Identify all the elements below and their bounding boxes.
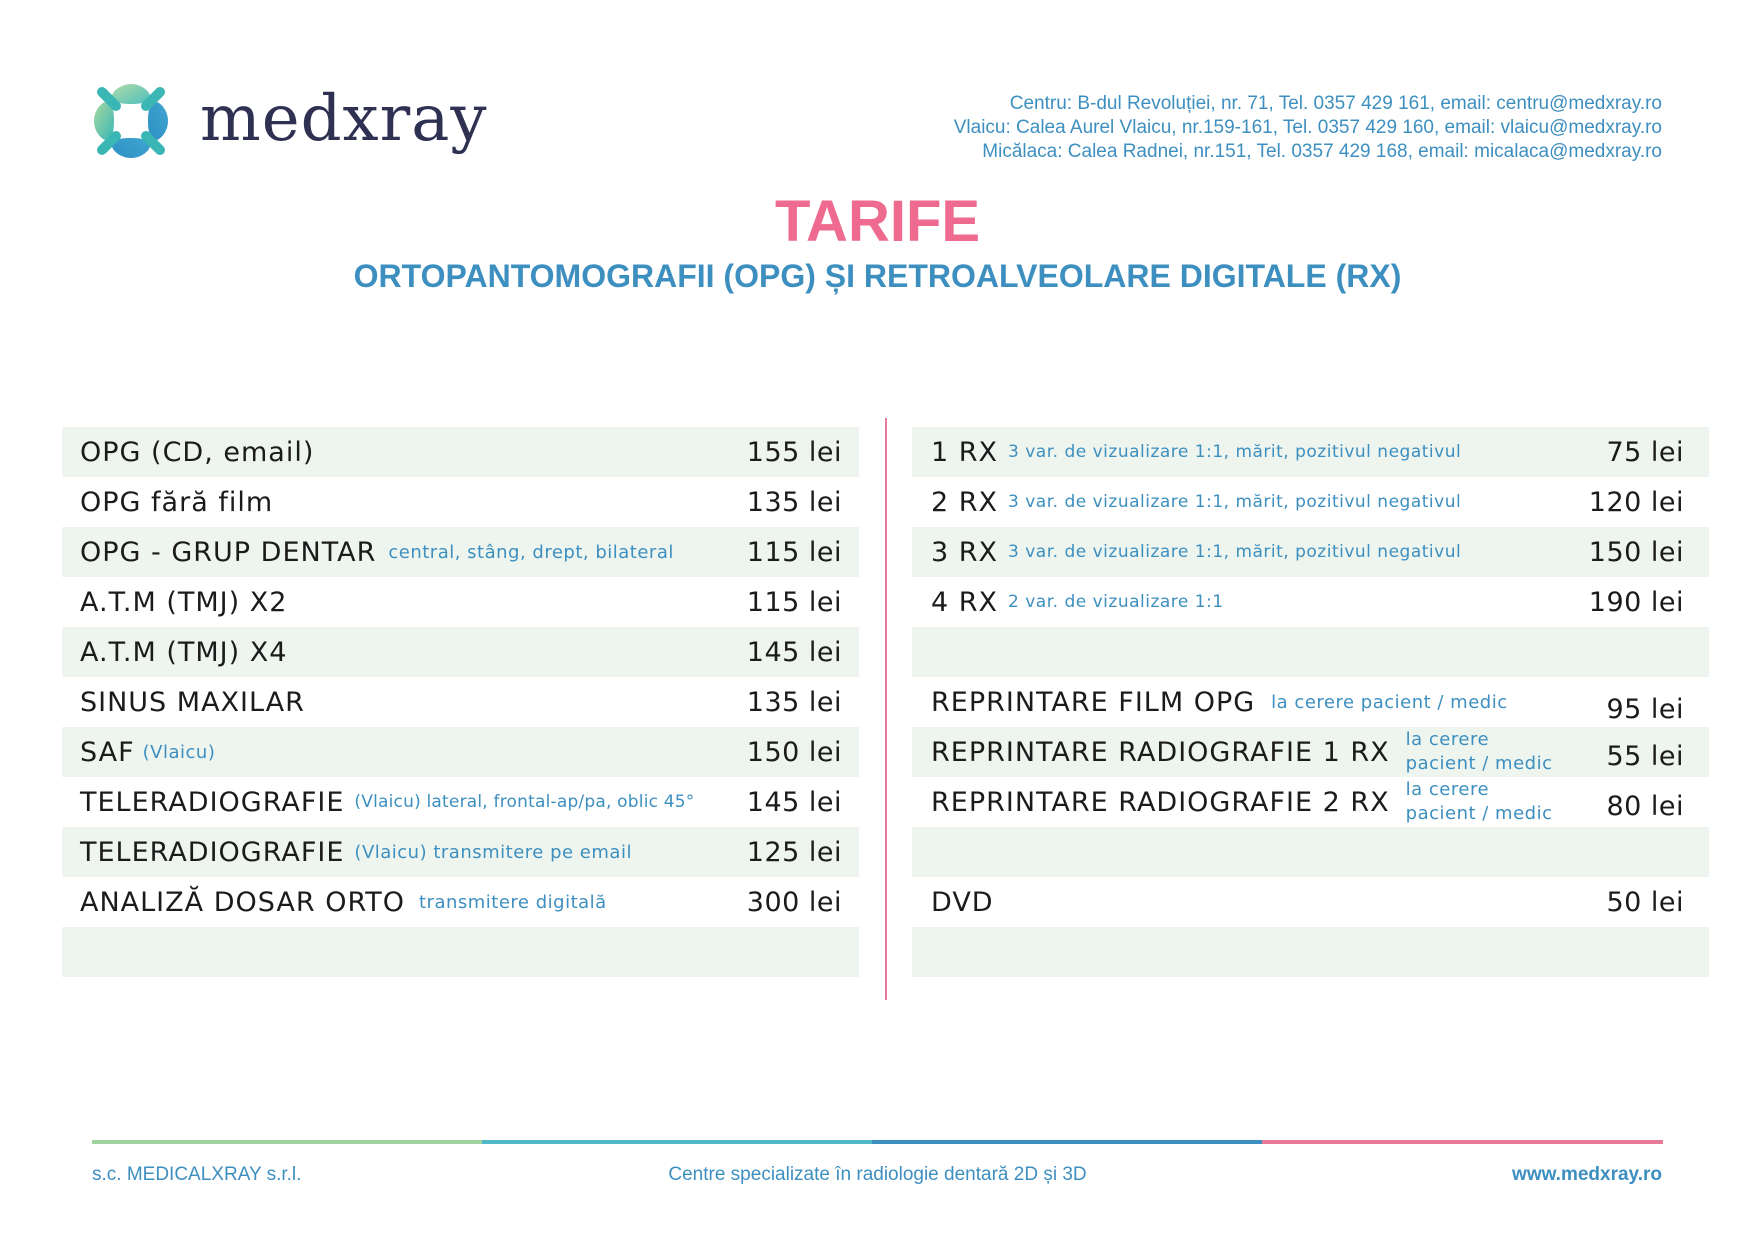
service-note: central, stâng, drept, bilateral bbox=[388, 541, 674, 563]
service-label: SAF bbox=[80, 736, 135, 768]
empty-row bbox=[62, 927, 859, 977]
price-row bbox=[912, 477, 1709, 527]
service-price: 115 lei bbox=[746, 536, 842, 568]
service-note: 3 var. de vizualizare 1:1, mărit, pozitivul negativul bbox=[1008, 492, 1462, 512]
service-note: 3 var. de vizualizare 1:1, mărit, pozitivul negativul bbox=[1008, 542, 1462, 562]
right-price-table bbox=[912, 427, 1709, 977]
contact-block bbox=[954, 92, 1662, 164]
service-label: A.T.M (TMJ) X2 bbox=[80, 586, 288, 618]
service-note: (Vlaicu) bbox=[142, 741, 216, 763]
footer-company: s.c. MEDICALXRAY s.r.l. bbox=[92, 1164, 302, 1185]
service-label: TELERADIOGRAFIE bbox=[80, 786, 345, 818]
price-row bbox=[62, 677, 859, 727]
price-row bbox=[912, 727, 1709, 777]
price-row bbox=[912, 527, 1709, 577]
service-price: 55 lei bbox=[1606, 741, 1684, 772]
column-divider bbox=[885, 418, 887, 1000]
price-row bbox=[912, 877, 1709, 927]
service-note: la cerere pacient / medic bbox=[1405, 729, 1553, 774]
service-price: 95 lei bbox=[1606, 694, 1684, 725]
service-price: 145 lei bbox=[746, 636, 842, 668]
service-note: 3 var. de vizualizare 1:1, mărit, pozitivul negativul bbox=[1008, 442, 1462, 462]
page-title: TARIFE bbox=[774, 189, 981, 254]
service-label: DVD bbox=[931, 886, 994, 918]
contact-line-vlaicu: Vlaicu: Calea Aurel Vlaicu, nr.159-161, Tel. 0357 429 160, email: vlaicu@medxray.ro bbox=[953, 117, 1662, 138]
footer-tagline: Centre specializate în radiologie dentară 2D și 3D bbox=[668, 1164, 1087, 1185]
service-note: (Vlaicu) lateral, frontal-ap/pa, oblic 45° bbox=[354, 792, 695, 812]
service-note: la cerere pacient / medic bbox=[1405, 779, 1553, 824]
service-price: 190 lei bbox=[1588, 586, 1684, 618]
logo-icon bbox=[92, 82, 170, 160]
service-label: OPG fără film bbox=[80, 486, 274, 518]
service-label: 2 RX bbox=[931, 486, 999, 518]
price-row bbox=[912, 427, 1709, 477]
service-price: 125 lei bbox=[746, 836, 842, 868]
service-price: 155 lei bbox=[746, 436, 842, 468]
service-price: 150 lei bbox=[1588, 536, 1684, 568]
contact-line-centru: Centru: B-dul Revoluției, nr. 71, Tel. 0357 429 161, email: centru@medxray.ro bbox=[1009, 93, 1662, 114]
service-note: (Vlaicu) transmitere pe email bbox=[354, 841, 632, 863]
price-row bbox=[62, 827, 859, 877]
price-row bbox=[912, 777, 1709, 827]
service-price: 135 lei bbox=[746, 486, 842, 518]
price-row bbox=[62, 777, 859, 827]
service-price: 150 lei bbox=[746, 736, 842, 768]
service-label: 1 RX bbox=[931, 436, 999, 468]
left-price-table bbox=[62, 427, 859, 977]
service-label: OPG - GRUP DENTAR bbox=[80, 536, 377, 568]
service-label: TELERADIOGRAFIE bbox=[80, 836, 345, 868]
service-price: 115 lei bbox=[746, 586, 842, 618]
footer-website-link[interactable]: www.medxray.ro bbox=[1512, 1164, 1662, 1185]
footer-line-blue bbox=[872, 1140, 1262, 1144]
service-label: SINUS MAXILAR bbox=[80, 686, 305, 718]
empty-row bbox=[912, 827, 1709, 877]
price-row bbox=[62, 477, 859, 527]
footer-line-green bbox=[92, 1140, 482, 1144]
service-label: A.T.M (TMJ) X4 bbox=[80, 636, 288, 668]
footer-line-pink bbox=[1262, 1140, 1663, 1144]
price-row bbox=[912, 677, 1709, 727]
price-row bbox=[62, 727, 859, 777]
price-row bbox=[62, 577, 859, 627]
empty-row bbox=[912, 927, 1709, 977]
service-label: REPRINTARE RADIOGRAFIE 1 RX bbox=[931, 736, 1390, 768]
price-row bbox=[62, 877, 859, 927]
service-price: 50 lei bbox=[1606, 886, 1684, 918]
page-subtitle: ORTOPANTOMOGRAFII (OPG) ȘI RETROALVEOLARE DIGITALE (RX) bbox=[353, 258, 1402, 294]
brand-logo-text: medxray bbox=[200, 82, 488, 156]
service-label: REPRINTARE RADIOGRAFIE 2 RX bbox=[931, 786, 1390, 818]
price-row bbox=[62, 527, 859, 577]
service-label: REPRINTARE FILM OPG bbox=[931, 686, 1256, 718]
service-price: 300 lei bbox=[746, 886, 842, 918]
service-note: 2 var. de vizualizare 1:1 bbox=[1008, 592, 1224, 612]
service-label: 4 RX bbox=[931, 586, 999, 618]
price-row bbox=[912, 577, 1709, 627]
footer-line-teal bbox=[482, 1140, 872, 1144]
service-label: ANALIZĂ DOSAR ORTO bbox=[80, 886, 405, 918]
service-price: 135 lei bbox=[746, 686, 842, 718]
service-price: 80 lei bbox=[1606, 791, 1684, 822]
service-label: 3 RX bbox=[931, 536, 999, 568]
price-row bbox=[62, 427, 859, 477]
contact-line-micalaca: Micălaca: Calea Radnei, nr.151, Tel. 0357 429 168, email: micalaca@medxray.ro bbox=[982, 141, 1662, 162]
service-label: OPG (CD, email) bbox=[80, 436, 315, 468]
service-note: la cerere pacient / medic bbox=[1271, 691, 1508, 713]
service-price: 75 lei bbox=[1606, 436, 1684, 468]
service-price: 120 lei bbox=[1588, 486, 1684, 518]
service-note: transmitere digitală bbox=[418, 891, 607, 913]
service-price: 145 lei bbox=[746, 786, 842, 818]
price-row bbox=[62, 627, 859, 677]
empty-row bbox=[912, 627, 1709, 677]
